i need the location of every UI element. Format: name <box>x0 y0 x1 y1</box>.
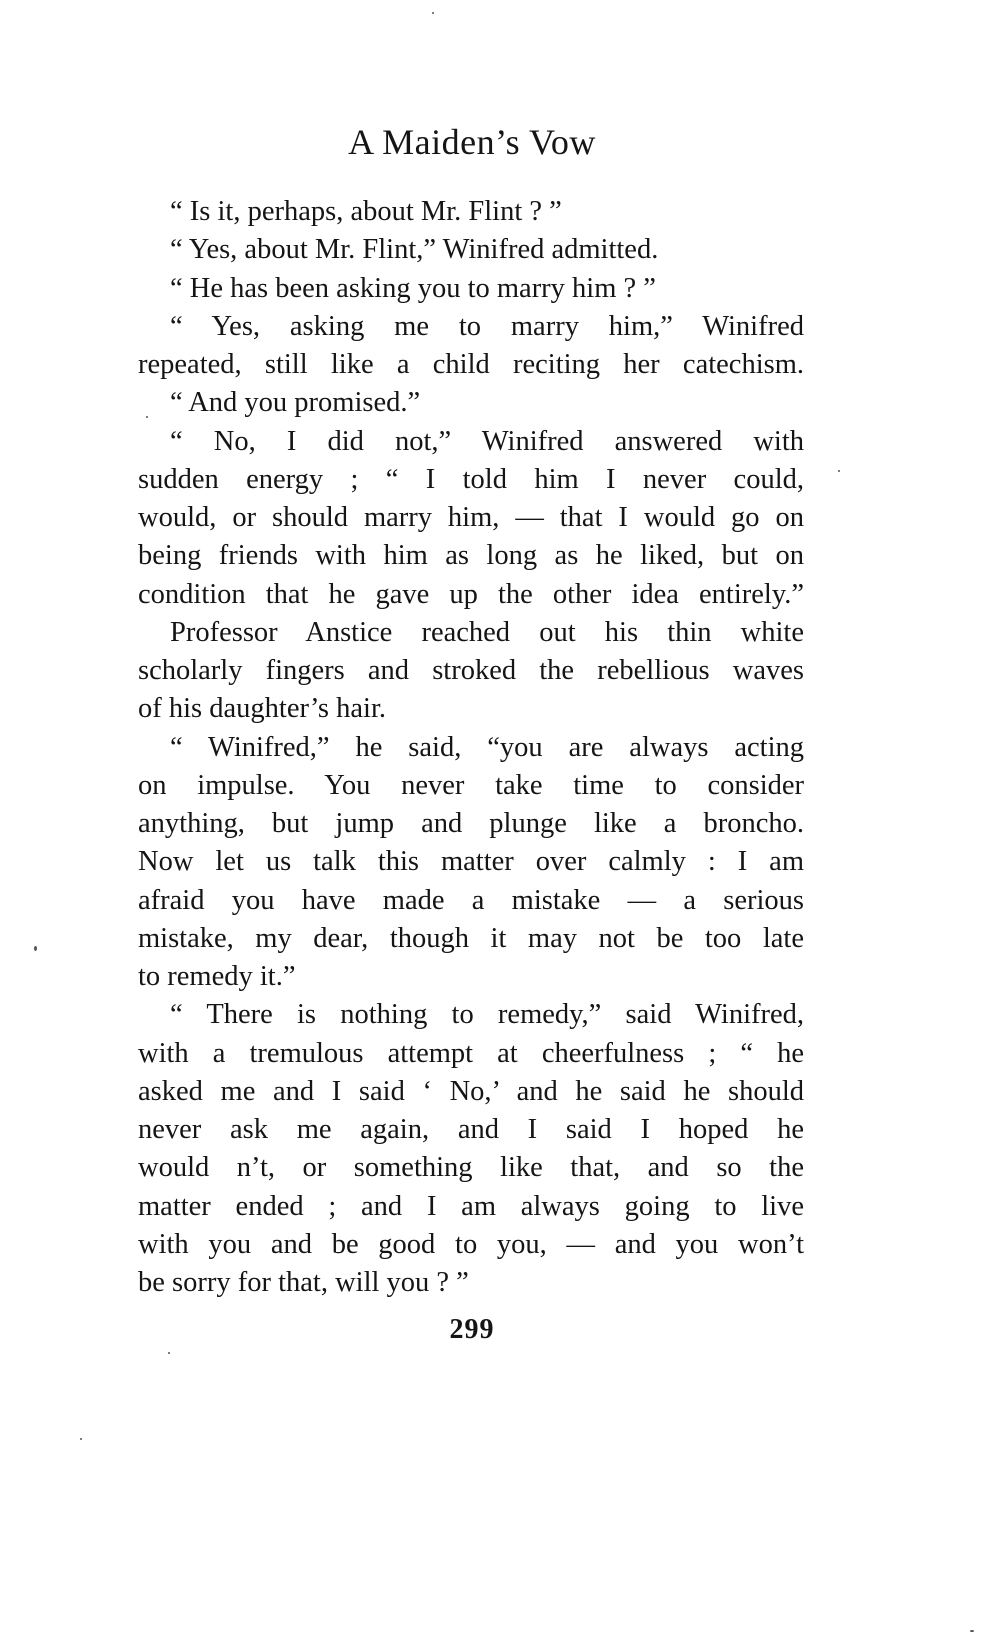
text-line: be sorry for that, will you ? ” <box>138 1267 469 1298</box>
page-number: 299 <box>449 1314 495 1345</box>
text-line: sudden energy ; “ I told him I never could, <box>138 463 804 495</box>
text-line: anything, but jump and plunge like a broncho. <box>138 808 804 839</box>
text-line: “ Yes, asking me to marry him,” Winifred <box>170 310 804 342</box>
text-line: asked me and I said ‘ No,’ and he said he should <box>138 1075 804 1107</box>
ink-speck <box>146 416 148 418</box>
text-line: Professor Anstice reached out his thin white <box>170 616 804 648</box>
text-line: would, or should marry him, — that I would go on <box>138 502 804 533</box>
body-text <box>138 193 804 1302</box>
text-line: with you and be good to you, — and you won’t <box>138 1228 804 1260</box>
text-line: with a tremulous attempt at cheerfulness ; “ he <box>138 1037 804 1069</box>
text-line: to remedy it.” <box>138 961 296 992</box>
text-line: “ Is it, perhaps, about Mr. Flint ? ” <box>170 196 562 227</box>
text-line: Now let us talk this matter over calmly : I am <box>138 846 804 878</box>
ink-speck <box>34 946 37 951</box>
text-line: being friends with him as long as he liked, but on <box>138 540 804 572</box>
text-line: “ He has been asking you to marry him ? ” <box>170 272 656 304</box>
text-line: scholarly fingers and stroked the rebellious waves <box>138 655 804 686</box>
running-header: A Maiden’s Vow <box>348 122 596 162</box>
text-line: repeated, still like a child reciting her catechism. <box>138 349 804 380</box>
text-line: would n’t, or something like that, and so the <box>138 1152 804 1184</box>
ink-speck <box>168 1352 170 1354</box>
text-line: on impulse. You never take time to consider <box>138 769 804 801</box>
text-line: “ No, I did not,” Winifred answered with <box>170 425 804 457</box>
ink-speck <box>432 12 434 14</box>
text-line: “ And you promised.” <box>170 387 421 419</box>
text-line: mistake, my dear, though it may not be too late <box>138 922 804 954</box>
text-line: never ask me again, and I said I hoped he <box>138 1114 804 1145</box>
text-line: “ There is nothing to remedy,” said Winifred, <box>170 999 804 1031</box>
text-line: condition that he gave up the other idea entirely.” <box>138 578 804 610</box>
text-line: afraid you have made a mistake — a serious <box>138 884 804 916</box>
ink-speck <box>80 1438 82 1440</box>
text-line: of his daughter’s hair. <box>138 693 387 725</box>
text-line: “ Yes, about Mr. Flint,” Winifred admitted. <box>170 234 659 266</box>
ink-speck <box>970 1630 974 1632</box>
text-line: “ Winifred,” he said, “you are always acting <box>170 731 804 763</box>
text-line: matter ended ; and I am always going to live <box>138 1190 804 1222</box>
ink-speck <box>838 470 840 472</box>
